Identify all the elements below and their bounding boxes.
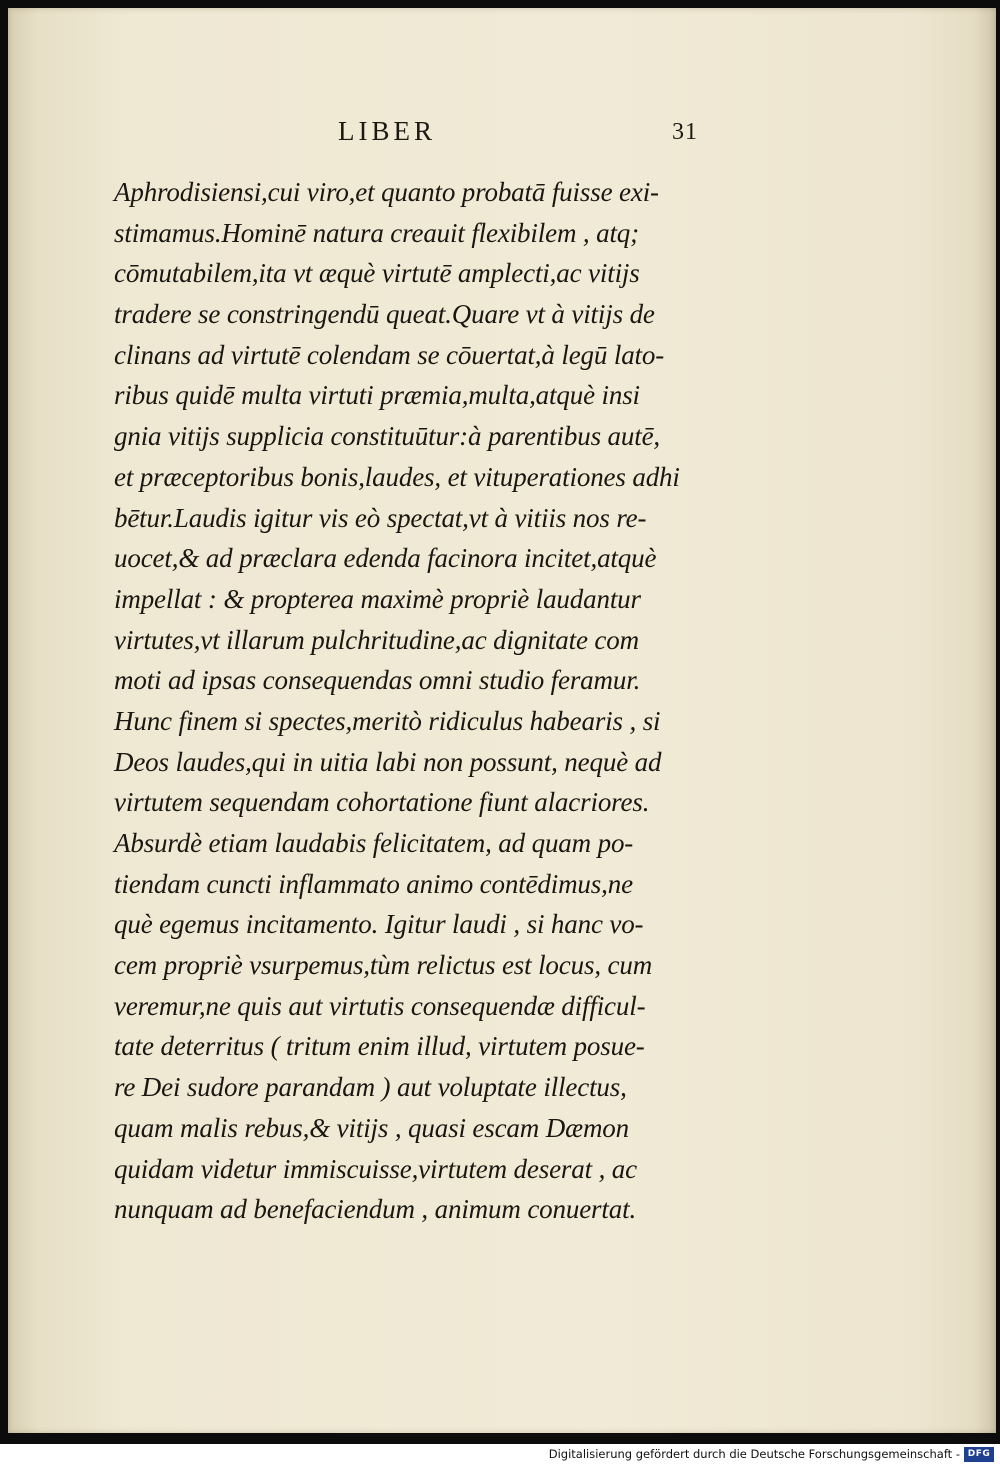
text-line: Aphrodisiensi,cui viro,et quanto probatā fuisse exi- [114,177,659,207]
text-line: tate deterritus ( tritum enim illud, virtutem posue- [114,1031,645,1062]
body-text [114,172,726,1230]
text-line: stimamus.Hominē natura creauit flexibilem , atq; [114,217,639,248]
text-line: moti ad ipsas consequendas omni studio feramur. [114,665,641,696]
text-line: et præceptoribus bonis,laudes, et vituperationes adhi [114,461,680,492]
text-line: impellat : & propterea maximè propriè laudantur [114,583,641,614]
text-line: uocet,& ad præclara edenda facinora incitet,atquè [114,543,657,574]
text-line: quidam videtur immiscuisse,virtutem deserat , ac [114,1153,637,1184]
text-line: re Dei sudore parandam ) aut voluptate illectus, [114,1072,627,1103]
text-line: gnia vitijs supplicia constituūtur:à parentibus autē, [114,421,661,452]
text-line: què egemus incitamento. Igitur laudi , si hanc vo- [114,909,644,940]
text-line: Deos laudes,qui in uitia labi non possunt, nequè ad [114,746,662,777]
text-line: ribus quidē multa virtuti præmia,multa,atquè insi [114,380,640,411]
text-line: Hunc finem si spectes,meritò ridiculus habearis , si [114,705,661,736]
dfg-logo: DFG [964,1447,994,1462]
running-head: LIBER [338,116,436,146]
text-line: clinans ad virtutē colendam se cōuertat,à legū lato- [114,339,665,370]
book-page [8,8,996,1433]
text-line: Absurdè etiam laudabis felicitatem, ad quam po- [114,828,634,858]
text-line: cōmutabilem,ita vt æquè virtutē amplecti,ac vitijs [114,258,640,289]
text-line: tradere se constringendū queat.Quare vt à vitijs de [114,299,655,330]
text-line: cem propriè vsurpemus,tùm relictus est locus, cum [114,950,653,981]
page-number: 31 [672,119,698,145]
text-line: quam malis rebus,& vitijs , quasi escam Dæmon [114,1112,629,1143]
text-line: veremur,ne quis aut virtutis consequendæ difficul- [114,990,646,1021]
text-line: virtutes,vt illarum pulchritudine,ac dignitate com [114,624,639,655]
text-line: virtutem sequendam cohortatione fiunt alacriores. [114,787,650,818]
text-line: tiendam cuncti inflammato animo contēdimus,ne [114,868,633,899]
funding-credit: Digitalisierung gefördert durch die Deutsche Forschungsgemeinschaft - [548,1447,960,1461]
text-line: bētur.Laudis igitur vis eò spectat,vt à vitiis nos re- [114,502,647,533]
text-line: nunquam ad benefaciendum , animum conuertat. [114,1194,637,1225]
